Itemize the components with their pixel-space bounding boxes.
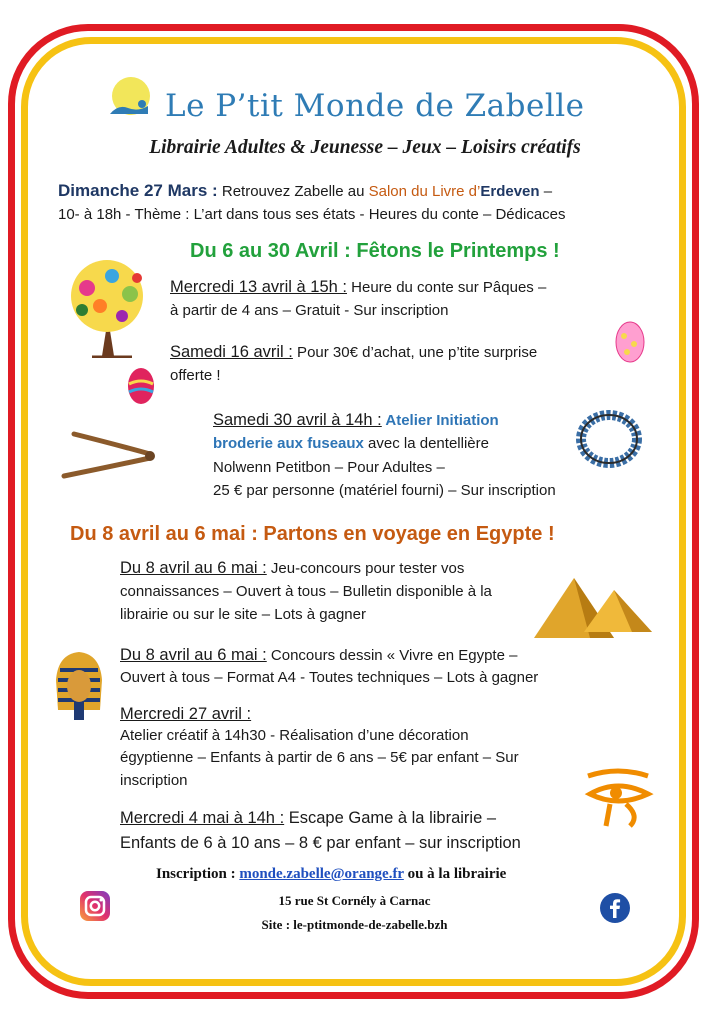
spring-event3-line1: Samedi 30 avril à 14h : Atelier Initiation (213, 411, 499, 429)
website: Site : le-ptitmonde-de-zabelle.bzh (261, 917, 448, 932)
shop-title: Le P’tit Monde de Zabelle (165, 88, 585, 124)
egypt-event4-date: Mercredi 4 mai à 14h : (120, 809, 285, 827)
bobbins-image (54, 424, 160, 484)
flower-tree-image (52, 258, 162, 358)
salon-name: Salon du Livre d’ (368, 183, 481, 200)
spring-event1-line2: à partir de 4 ans – Gratuit - Sur inscription (170, 302, 449, 319)
easter-egg-red-icon (126, 366, 156, 406)
egypt-event1-line2: connaissances – Ouvert à tous – Bulletin disponible à la (120, 583, 492, 600)
inscription-line: Inscription : monde.zabelle@orange.fr ou à la librairie (156, 866, 507, 882)
egypt-event1-date: Du 8 avril au 6 mai : (120, 559, 267, 577)
spring-event3-line3: Nolwenn Petitbon – Pour Adultes – (213, 459, 445, 476)
egypt-event4-line2: Enfants de 6 à 10 ans – 8 € par enfant – sur inscription (120, 834, 521, 852)
lace-bracelet-image (574, 404, 644, 474)
intro-line-2: 10- à 18h - Thème : L’art dans tous ses états - Heures du conte – Dédicaces (58, 206, 566, 223)
intro-line-1: Dimanche 27 Mars : Retrouvez Zabelle au Salon du Livre d’Erdeven – (58, 181, 553, 200)
instagram-icon[interactable] (79, 890, 111, 922)
facebook-icon[interactable] (599, 892, 631, 924)
spring-event3-line4: 25 € par personne (matériel fourni) – Sur inscription (213, 482, 556, 499)
address: 15 rue St Cornély à Carnac (278, 893, 431, 908)
spring-event2-line2: offerte ! (170, 367, 221, 384)
tagline: Librairie Adultes & Jeunesse – Jeux – Loisirs créatifs (149, 137, 581, 158)
easter-egg-icon (614, 320, 646, 364)
egypt-event2-line2: Ouvert à tous – Format A4 - Toutes techniques – Lots à gagner (120, 669, 539, 686)
eye-of-horus-image (582, 768, 656, 830)
egypt-event3-line2: Atelier créatif à 14h30 - Réalisation d’une décoration (120, 727, 469, 744)
email-link[interactable]: monde.zabelle@orange.fr (239, 866, 404, 882)
egypt-event2-date: Du 8 avril au 6 mai : (120, 646, 267, 664)
egypt-event1-line1: Du 8 avril au 6 mai : Jeu-concours pour tester vos (120, 559, 465, 577)
spring-event2-date: Samedi 16 avril : (170, 343, 293, 361)
egypt-heading: Du 8 avril au 6 mai : Partons en voyage en Egypte ! (70, 523, 555, 545)
spring-event3-line2: broderie aux fuseaux avec la dentellière (213, 435, 489, 452)
egypt-event3-line1 (120, 703, 251, 725)
egypt-event3-date: Mercredi 27 avril : (120, 705, 252, 723)
pyramids-image (534, 572, 654, 642)
logo-badge (104, 74, 154, 124)
spring-event3-date: Samedi 30 avril à 14h : (213, 411, 382, 429)
egypt-event4-line1: Mercredi 4 mai à 14h : Escape Game à la librairie – (120, 809, 497, 827)
salon-town: Erdeven (480, 183, 540, 200)
egypt-event2-line1: Du 8 avril au 6 mai : Concours dessin « Vivre en Egypte – (120, 646, 518, 664)
spring-heading: Du 6 au 30 Avril : Fêtons le Printemps ! (190, 240, 560, 262)
egypt-event3-line3: égyptienne – Enfants à partir de 6 ans – 5€ par enfant – Sur (120, 749, 519, 766)
egypt-event1-line3: librairie ou sur le site – Lots à gagner (120, 606, 366, 623)
spring-event1-line1: Mercredi 13 avril à 15h : Heure du conte sur Pâques – (170, 278, 547, 296)
spring-event1-date: Mercredi 13 avril à 15h : (170, 278, 347, 296)
intro-date: Dimanche 27 Mars : (58, 181, 218, 200)
spring-event2-line1: Samedi 16 avril : Pour 30€ d’achat, une p’tite surprise (170, 343, 538, 361)
egypt-event3-line4: inscription (120, 772, 188, 789)
pharaoh-mask-image (52, 650, 106, 722)
